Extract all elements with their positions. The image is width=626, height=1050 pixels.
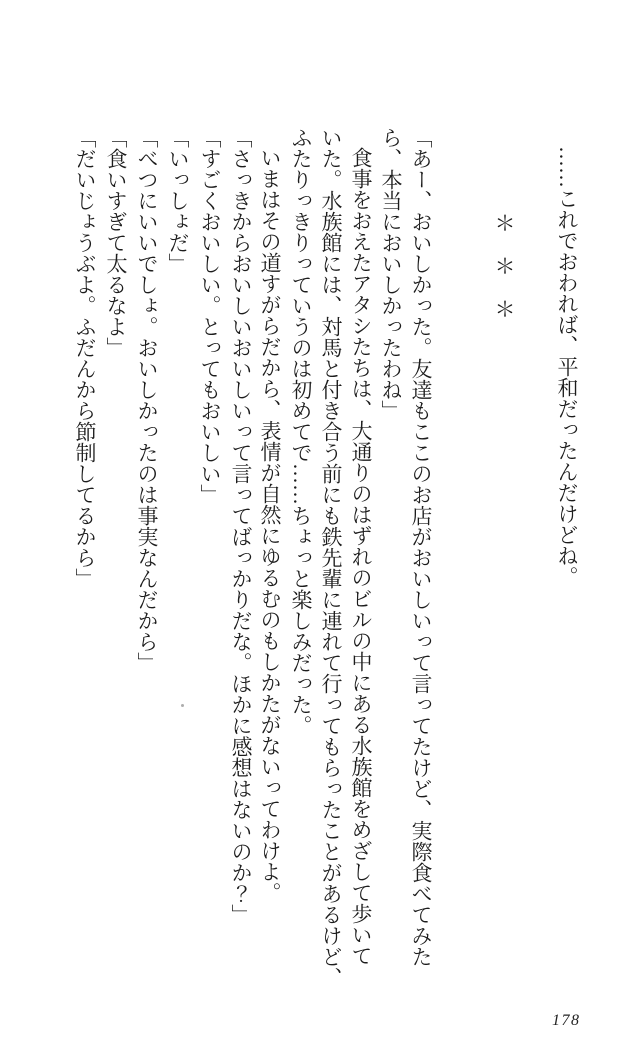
- text-column-09: 「さっきからおいしいおいしいって言ってばっかりだな。ほかに感想はないのか？」: [229, 127, 253, 925]
- text-column-03: 「あー、おいしかった。友達もここのお店がおいしいって言ってたけど、実際食べてみた: [409, 127, 433, 967]
- text-column-06: いた。水族館には、対馬と付き合う前にも鉄先輩に連れて行ってもらったことがあるけど、: [319, 127, 343, 988]
- text-column-11: 「いっしょだ」: [166, 127, 190, 274]
- page-number: 178: [552, 1012, 581, 1029]
- text-column-04: ら、本当においしかったわね」: [379, 127, 403, 421]
- ink-speck: [181, 704, 184, 707]
- text-column-14: 「だいじょうぶよ。ふだんから節制してるから」: [73, 127, 97, 589]
- text-column-05: 食事をおえたアタシたちは、大通りのはずれのビルの中にある水族館をめざして歩いて: [349, 147, 373, 966]
- text-column-07: ふたりっきりっていうのは初めてで……ちょっと楽しみだった。: [289, 127, 313, 736]
- section-separator: ＊＊＊: [492, 212, 516, 341]
- text-column-08: いまはその道すがらだから、表情が自然にゆるむのもしかたがないってわけよ。: [258, 147, 282, 903]
- text-column-12: 「べつにいいでしょ。おいしかったのは事実なんだから」: [135, 127, 159, 673]
- text-column-10: 「すごくおいしい。とってもおいしい」: [198, 127, 222, 505]
- text-column-13: 「食いすぎて太るなよ」: [104, 127, 128, 358]
- text-column-01: ……これでおわれば、平和だったんだけどね。: [555, 146, 579, 587]
